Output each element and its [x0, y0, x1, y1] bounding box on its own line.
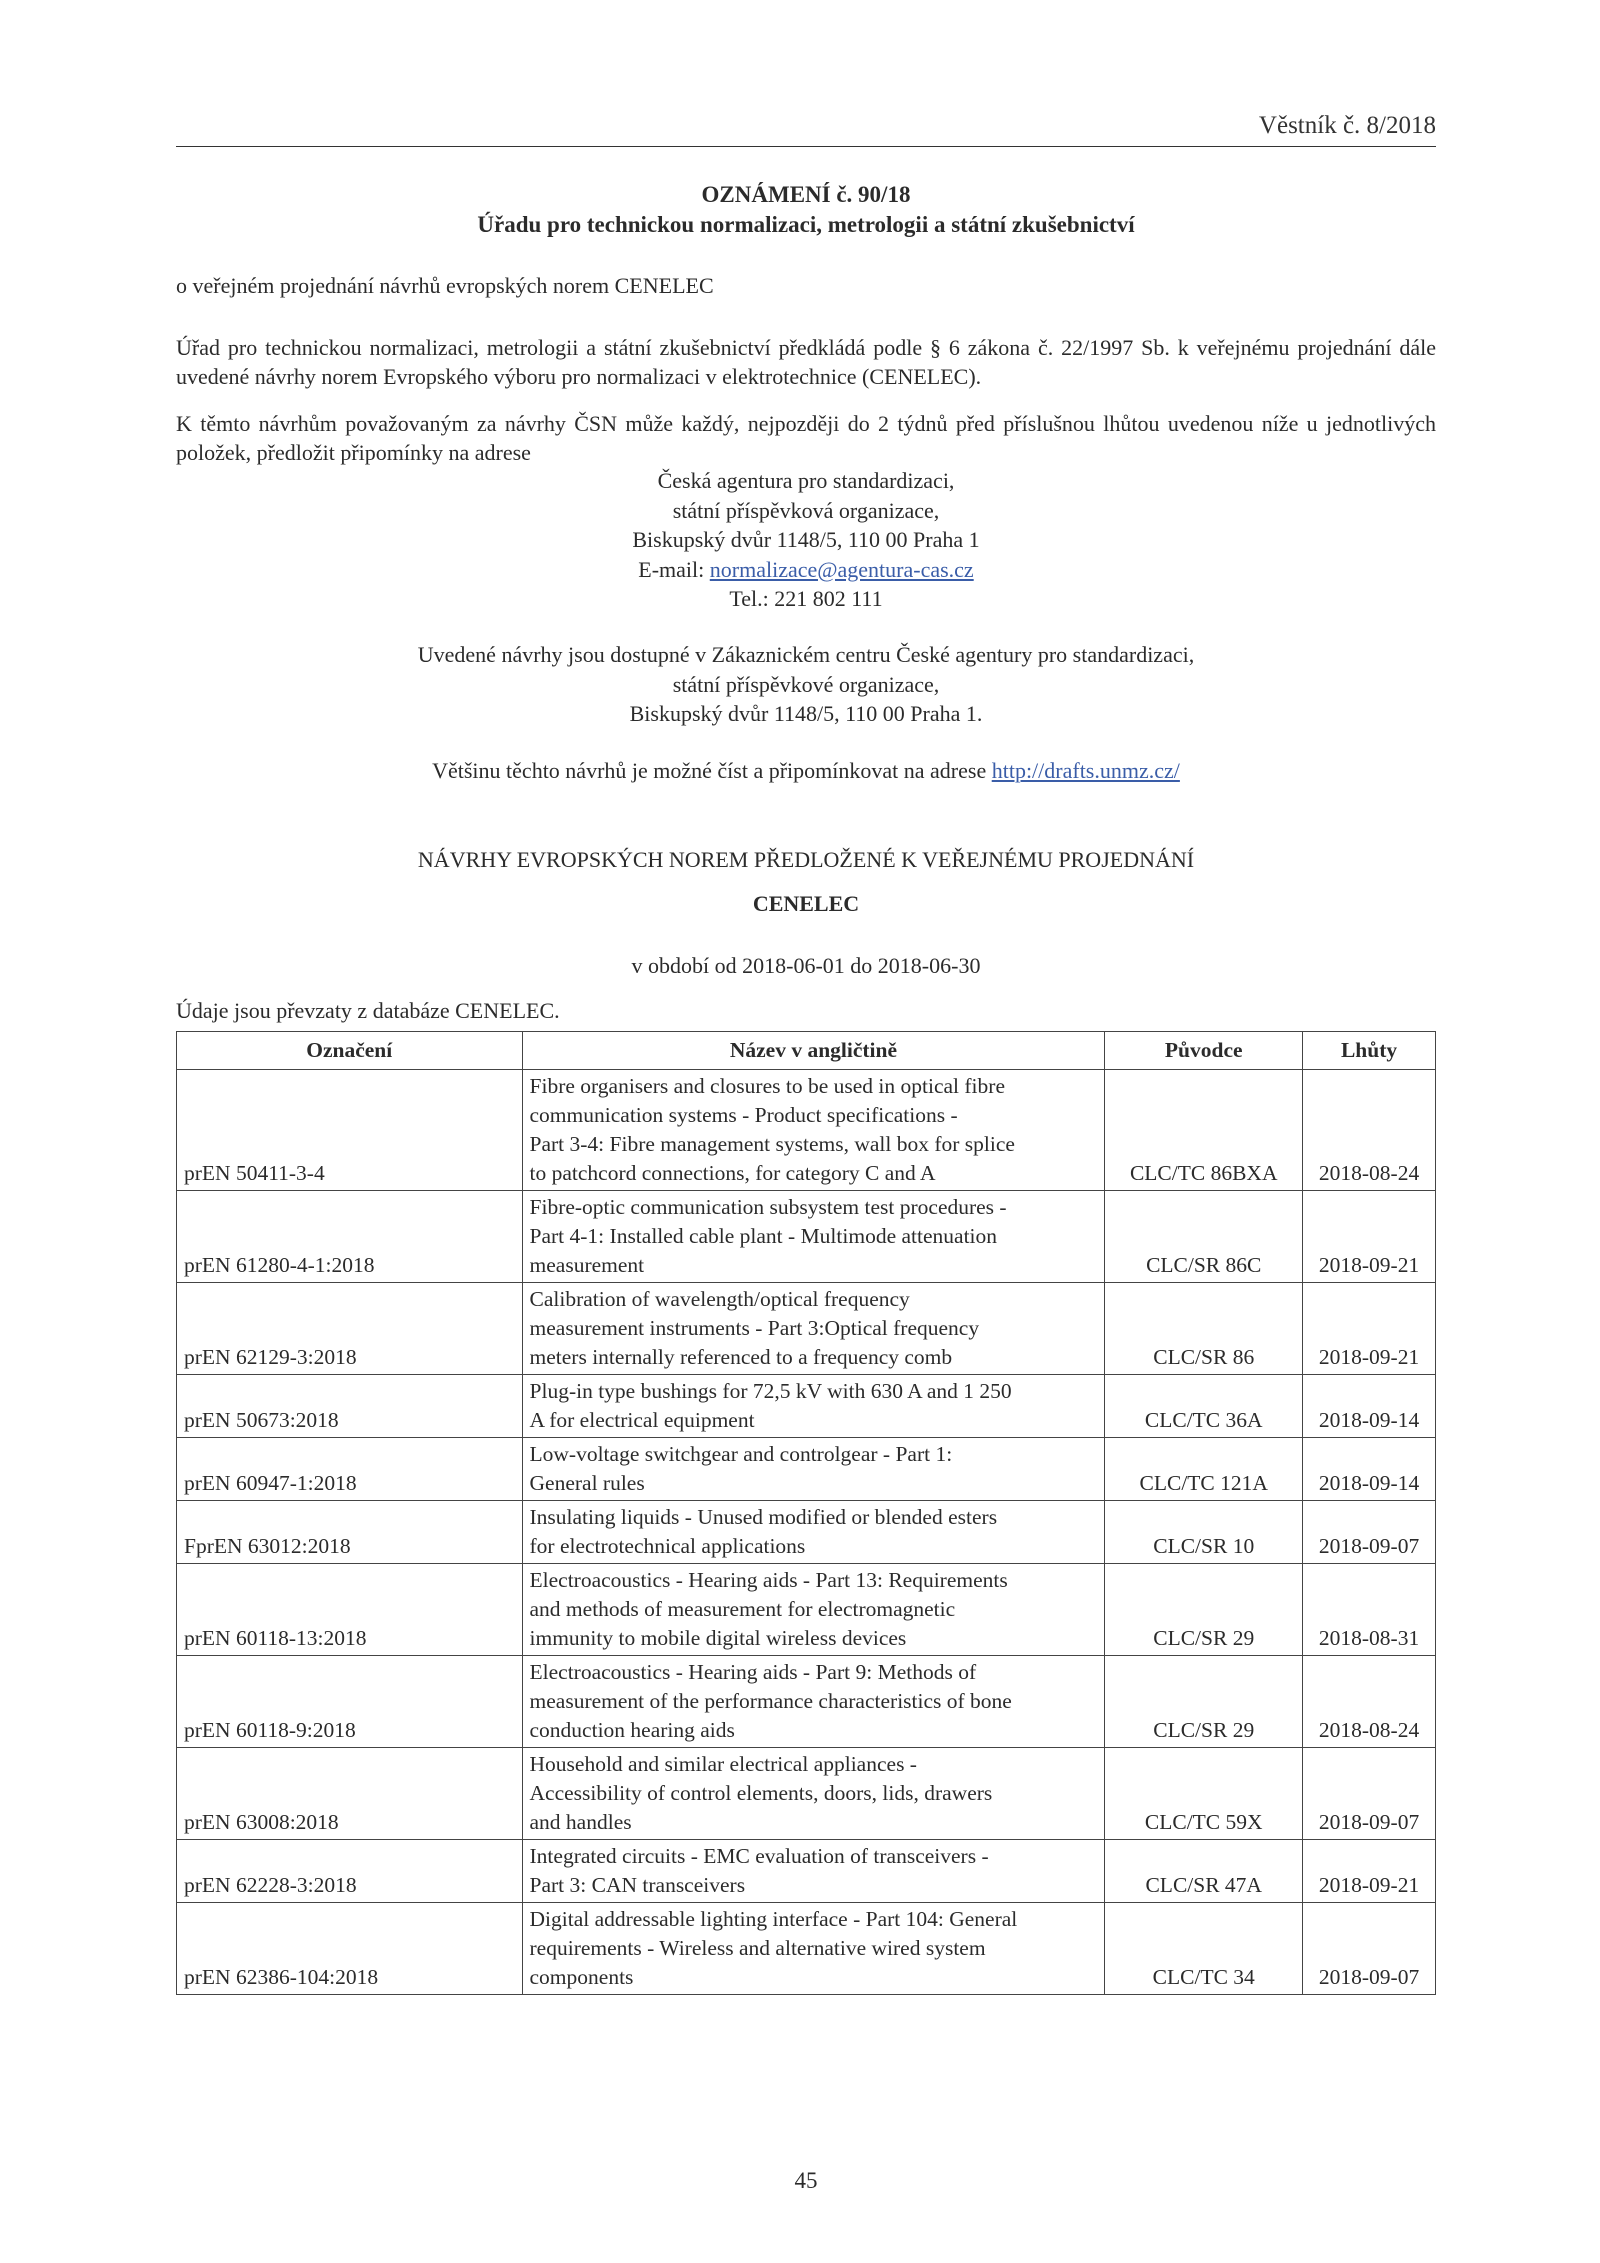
- cell-english-title: [522, 1656, 1105, 1748]
- cell-deadline: 2018-09-14: [1303, 1438, 1436, 1501]
- address-type: státní příspěvková organizace,: [672, 497, 940, 523]
- cell-designation: prEN 50411-3-4: [177, 1070, 523, 1191]
- cell-english-title: [522, 1438, 1105, 1501]
- cell-originator: CLC/TC 121A: [1105, 1438, 1303, 1501]
- comments-paragraph: K těmto návrhům považovaným za návrhy ČSN může každý, nejpozději do 2 týdnů před příslušnou lhůtou uvedenou níže u jednotlivých položek, předložit připomínky na adrese: [176, 411, 1436, 465]
- table-row: [177, 1501, 1436, 1564]
- header-designation: Označení: [177, 1032, 523, 1070]
- title-line: Calibration of wavelength/optical frequency: [529, 1287, 910, 1311]
- cell-originator: CLC/TC 59X: [1105, 1748, 1303, 1840]
- section-title: NÁVRHY EVROPSKÝCH NOREM PŘEDLOŽENÉ K VEŘEJNÉMU PROJEDNÁNÍ: [417, 847, 1195, 872]
- table-row: [177, 1438, 1436, 1501]
- cell-english-title: [522, 1070, 1105, 1191]
- cell-designation: prEN 50673:2018: [177, 1375, 523, 1438]
- table-row: [177, 1283, 1436, 1375]
- title-line: General rules: [529, 1471, 645, 1495]
- period: v období od 2018-06-01 do 2018-06-30: [631, 953, 981, 978]
- title-line: measurement: [529, 1253, 645, 1277]
- title-line: measurement of the performance characteristics of bone: [529, 1689, 1012, 1713]
- announcement-subject: o veřejném projednání návrhů evropských norem CENELEC: [176, 273, 714, 298]
- contact-address: [176, 466, 1436, 614]
- section-org: CENELEC: [752, 891, 860, 916]
- cell-designation: FprEN 63012:2018: [177, 1501, 523, 1564]
- table-row: [177, 1840, 1436, 1903]
- cell-originator: CLC/SR 29: [1105, 1564, 1303, 1656]
- cell-deadline: 2018-09-21: [1303, 1840, 1436, 1903]
- table-row: [177, 1903, 1436, 1995]
- title-line: Electroacoustics - Hearing aids - Part 9: Methods of: [529, 1660, 977, 1684]
- intro-paragraph: Úřad pro technickou normalizaci, metrologii a státní zkušebnictví předkládá podle § 6 zákona č. 22/1997 Sb. k veřejnému projednání dále uvedené návrhy norem Evropského výboru pro normalizaci v elektrotechnice (CENELEC).: [176, 335, 1436, 389]
- title-line: Fibre-optic communication subsystem test procedures -: [529, 1195, 1007, 1219]
- title-line: Integrated circuits - EMC evaluation of transceivers -: [529, 1844, 989, 1868]
- announcement-office: Úřadu pro technickou normalizaci, metrologii a státní zkušebnictví: [477, 212, 1135, 237]
- cell-deadline: 2018-09-21: [1303, 1191, 1436, 1283]
- cell-designation: prEN 60947-1:2018: [177, 1438, 523, 1501]
- title-line: Plug-in type bushings for 72,5 kV with 630 A and 1 250: [529, 1379, 1012, 1403]
- cell-designation: prEN 62129-3:2018: [177, 1283, 523, 1375]
- availability-block: [176, 640, 1436, 729]
- email-link[interactable]: normalizace@agentura-cas.cz: [709, 556, 974, 582]
- header-deadline: Lhůty: [1303, 1032, 1436, 1070]
- title-line: Household and similar electrical appliances -: [529, 1752, 917, 1776]
- header-english-title: Název v angličtině: [522, 1032, 1105, 1070]
- page-header: [176, 110, 1436, 147]
- cell-english-title: [522, 1375, 1105, 1438]
- cell-deadline: 2018-09-07: [1303, 1903, 1436, 1995]
- cell-english-title: [522, 1840, 1105, 1903]
- title-line: immunity to mobile digital wireless devices: [529, 1626, 907, 1650]
- table-row: [177, 1375, 1436, 1438]
- table-row: [177, 1748, 1436, 1840]
- cell-deadline: 2018-08-24: [1303, 1656, 1436, 1748]
- source-note: Údaje jsou převzaty z databáze CENELEC.: [176, 998, 560, 1023]
- title-line: A for electrical equipment: [529, 1408, 755, 1432]
- announcement-number: OZNÁMENÍ č. 90/18: [701, 182, 911, 207]
- cell-deadline: 2018-09-14: [1303, 1375, 1436, 1438]
- cell-originator: CLC/SR 10: [1105, 1501, 1303, 1564]
- title-line: requirements - Wireless and alternative wired system: [529, 1936, 986, 1960]
- title-line: Part 3: CAN transceivers: [529, 1873, 746, 1897]
- address-street: Biskupský dvůr 1148/5, 110 00 Praha 1: [632, 527, 980, 552]
- cell-english-title: [522, 1564, 1105, 1656]
- drafts-text: Většinu těchto návrhů je možné číst a připomínkovat na adrese: [432, 758, 992, 783]
- cell-english-title: [522, 1283, 1105, 1375]
- title-line: Electroacoustics - Hearing aids - Part 13: Requirements: [529, 1568, 1008, 1592]
- address-org: Česká agentura pro standardizaci,: [657, 468, 955, 493]
- cell-english-title: [522, 1501, 1105, 1564]
- title-line: Part 4-1: Installed cable plant - Multimode attenuation: [529, 1224, 998, 1248]
- address-tel: Tel.: 221 802 111: [729, 586, 883, 611]
- table-body: [177, 1070, 1436, 1995]
- title-line: Accessibility of control elements, doors, lids, drawers: [529, 1781, 993, 1805]
- cell-designation: prEN 63008:2018: [177, 1748, 523, 1840]
- cell-originator: CLC/TC 86BXA: [1105, 1070, 1303, 1191]
- cell-english-title: [522, 1191, 1105, 1283]
- cell-originator: CLC/SR 29: [1105, 1656, 1303, 1748]
- announcement-title: [176, 180, 1436, 240]
- title-line: for electrotechnical applications: [529, 1534, 806, 1558]
- header-originator: Původce: [1105, 1032, 1303, 1070]
- availability-line-3: Biskupský dvůr 1148/5, 110 00 Praha 1.: [629, 701, 983, 726]
- cell-deadline: 2018-08-31: [1303, 1564, 1436, 1656]
- title-line: and methods of measurement for electromagnetic: [529, 1597, 956, 1621]
- title-line: conduction hearing aids: [529, 1718, 735, 1742]
- drafts-link[interactable]: http://drafts.unmz.cz/: [991, 758, 1180, 783]
- cell-english-title: [522, 1903, 1105, 1995]
- cell-originator: CLC/SR 47A: [1105, 1840, 1303, 1903]
- title-line: and handles: [529, 1810, 632, 1834]
- email-label: E-mail:: [638, 556, 710, 582]
- cell-deadline: 2018-09-07: [1303, 1501, 1436, 1564]
- title-line: Insulating liquids - Unused modified or blended esters: [529, 1505, 998, 1529]
- journal-issue: Věstník č. 8/2018: [1258, 112, 1436, 139]
- availability-line-2: státní příspěvkové organizace,: [672, 671, 940, 697]
- cell-originator: CLC/TC 34: [1105, 1903, 1303, 1995]
- title-line: Digital addressable lighting interface - Part 104: General: [529, 1907, 1018, 1931]
- address-email-line: [176, 555, 1436, 585]
- cell-english-title: [522, 1748, 1105, 1840]
- availability-line-1: Uvedené návrhy jsou dostupné v Zákaznickém centru České agentury pro standardizaci,: [417, 642, 1195, 667]
- title-line: Fibre organisers and closures to be used in optical fibre: [529, 1074, 1005, 1098]
- table-header-row: [177, 1032, 1436, 1070]
- cell-deadline: 2018-09-21: [1303, 1283, 1436, 1375]
- cell-designation: prEN 61280-4-1:2018: [177, 1191, 523, 1283]
- title-line: Part 3-4: Fibre management systems, wall box for splice: [529, 1132, 1015, 1156]
- page-number: 45: [794, 2168, 818, 2193]
- table-row: [177, 1564, 1436, 1656]
- cell-originator: CLC/SR 86: [1105, 1283, 1303, 1375]
- table-row: [177, 1070, 1436, 1191]
- title-line: to patchcord connections, for category C and A: [529, 1161, 936, 1185]
- cell-deadline: 2018-08-24: [1303, 1070, 1436, 1191]
- table-row: [177, 1191, 1436, 1283]
- title-line: communication systems - Product specifications -: [529, 1103, 958, 1127]
- standards-table: [176, 1031, 1436, 1995]
- cell-designation: prEN 60118-13:2018: [177, 1564, 523, 1656]
- drafts-note: [176, 758, 1436, 784]
- cell-deadline: 2018-09-07: [1303, 1748, 1436, 1840]
- cell-designation: prEN 60118-9:2018: [177, 1656, 523, 1748]
- cell-originator: CLC/SR 86C: [1105, 1191, 1303, 1283]
- cell-designation: prEN 62386-104:2018: [177, 1903, 523, 1995]
- cell-originator: CLC/TC 36A: [1105, 1375, 1303, 1438]
- title-line: measurement instruments - Part 3:Optical frequency: [529, 1316, 980, 1340]
- title-line: Low-voltage switchgear and controlgear - Part 1:: [529, 1442, 953, 1466]
- cell-designation: prEN 62228-3:2018: [177, 1840, 523, 1903]
- table-row: [177, 1656, 1436, 1748]
- title-line: components: [529, 1965, 634, 1989]
- title-line: meters internally referenced to a frequency comb: [529, 1345, 953, 1369]
